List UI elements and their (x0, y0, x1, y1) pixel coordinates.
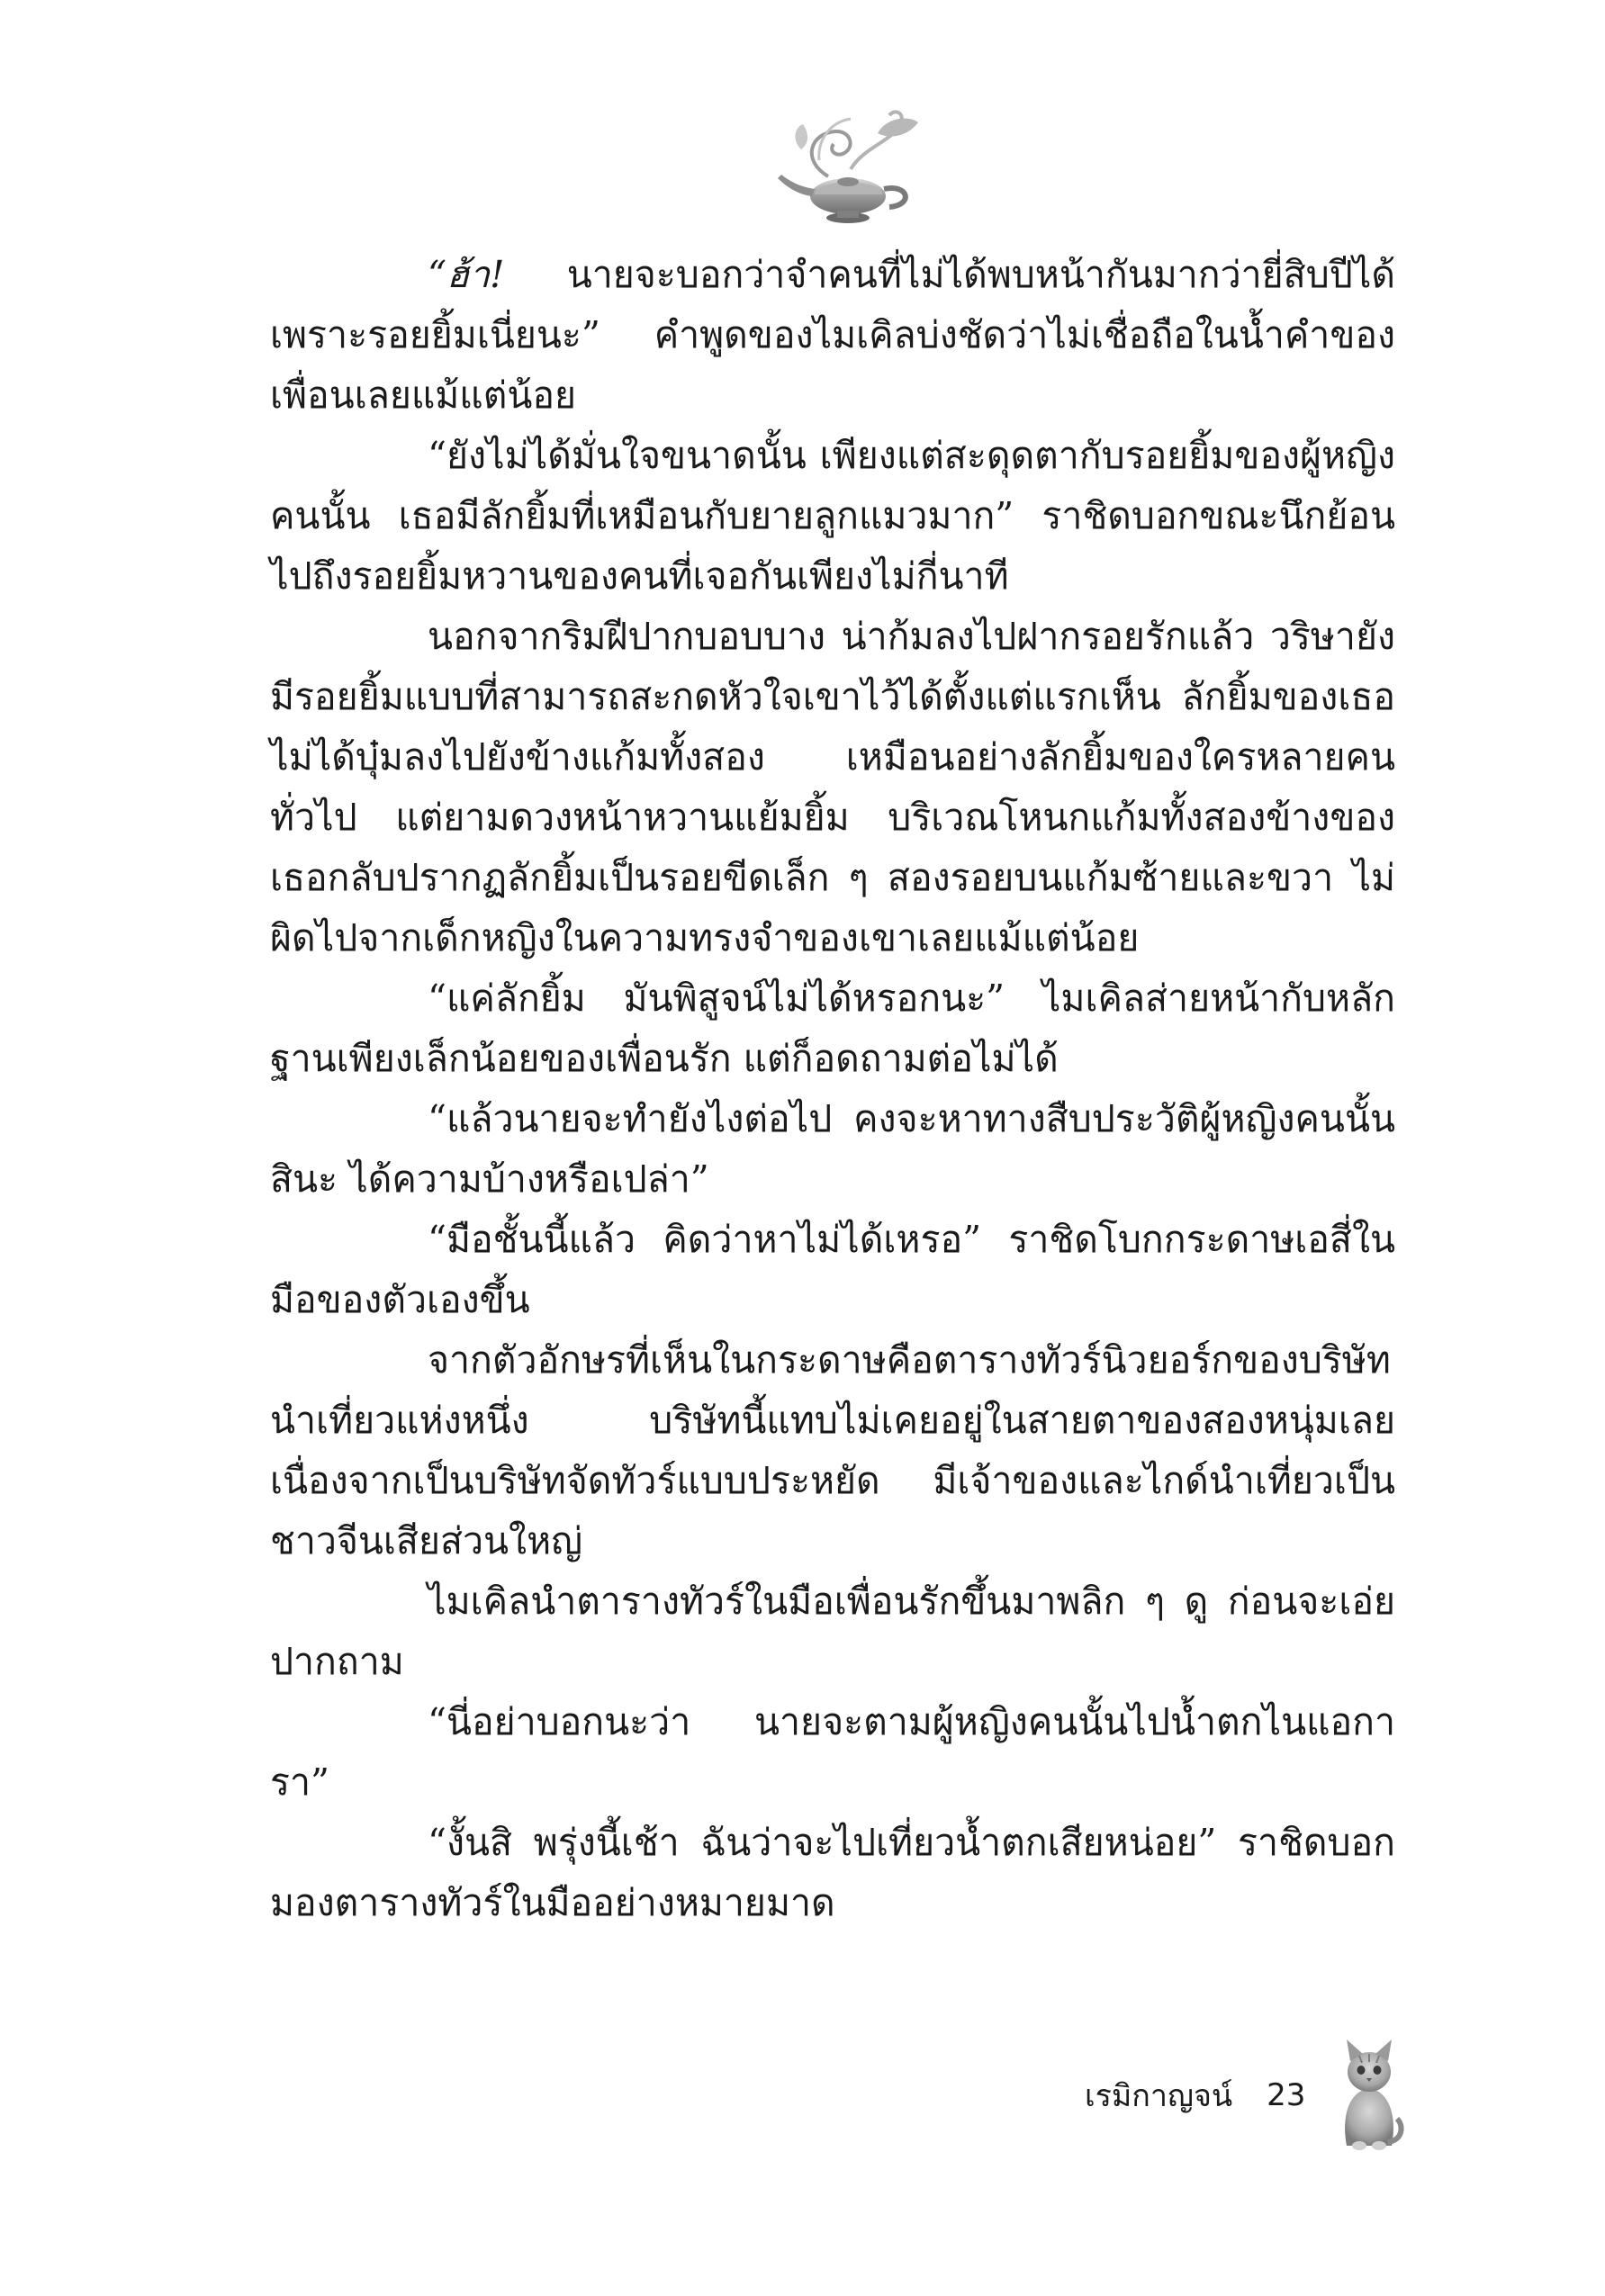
paragraph-text: จากตัวอักษรที่เห็นในกระดาษคือตารางทัวร์นิวยอร์กของบริษัทนำเที่ยวแห่งหนึ่ง บริษัทนี้แทบไม่เคยอยู่ในสายตาของสองหนุ่มเลยเนื่องจากเป็นบริษัทจัดทัวร์แบบประหยัด มีเจ้าของและไกด์นำเที่ยวเป็นชาวจีนเสียส่วนใหญ่ (270, 1338, 1395, 1562)
author-name: เรมิกาญจน์ (1085, 2078, 1233, 2114)
paragraph-text: “นี่อย่าบอกนะว่า นายจะตามผู้หญิงคนนั้นไปน้ำตกไนแอการา” (270, 1700, 1395, 1804)
paragraph (270, 426, 1395, 607)
paragraph (270, 1571, 1395, 1692)
paragraph (270, 1330, 1395, 1571)
kitten-icon (1332, 2036, 1406, 2151)
paragraph (270, 607, 1395, 968)
paragraph-text: นายจะบอกว่าจำคนที่ไม่ได้พบหน้ากันมากว่ายี่สิบปีได้เพราะรอยยิ้มเนี่ยนะ” คำพูดของไมเคิลบ่งชัดว่าไม่เชื่อถือในน้ำคำของเพื่อนเลยแม้แต่น้อย (270, 253, 1395, 417)
paragraph (270, 1210, 1395, 1330)
page-number: 23 (1267, 2077, 1306, 2113)
paragraph (270, 968, 1395, 1089)
paragraph (270, 1692, 1395, 1813)
teapot-steam-icon (765, 106, 936, 232)
paragraph (270, 1089, 1395, 1210)
paragraph-text: นอกจากริมฝีปากบอบบาง น่าก้มลงไปฝากรอยรักแล้ว วริษายังมีรอยยิ้มแบบที่สามารถสะกดหัวใจเขาไว้ได้ตั้งแต่แรกเห็น ลักยิ้มของเธอไม่ได้บุ๋มลงไปยังข้างแก้มทั้งสอง เหมือนอย่างลักยิ้มของใครหลายคนทั่วไป แต่ยามดวงหน้าหวานแย้มยิ้ม บริเวณโหนกแก้มทั้งสองข้างของเธอกลับปรากฏลักยิ้มเป็นรอยขีดเล็ก ๆ สองรอยบนแก้มซ้ายและขวา ไม่ผิดไปจากเด็กหญิงในความทรงจำของเขาเลยแม้แต่น้อย (270, 615, 1395, 959)
body-text (270, 245, 1395, 1933)
paragraph-text: ไมเคิลนำตารางทัวร์ในมือเพื่อนรักขึ้นมาพลิก ๆ ดู ก่อนจะเอ่ยปากถาม (270, 1580, 1395, 1683)
paragraph-text: “มือชั้นนี้แล้ว คิดว่าหาไม่ได้เหรอ” ราชิดโบกกระดาษเอสี่ในมือของตัวเองขึ้น (270, 1218, 1395, 1321)
page-footer (1085, 2068, 1305, 2122)
paragraph (270, 245, 1395, 426)
paragraph-text: “งั้นสิ พรุ่งนี้เช้า ฉันว่าจะไปเที่ยวน้ำตกเสียหน่อย” ราชิดบอกมองตารางทัวร์ในมืออย่างหมายมาด (270, 1821, 1395, 1924)
exclamation-italic: “ฮ้า! (428, 253, 505, 296)
paragraph-text: “แค่ลักยิ้ม มันพิสูจน์ไม่ได้หรอกนะ” ไมเคิลส่ายหน้ากับหลักฐานเพียงเล็กน้อยของเพื่อนรัก แต่ก็อดถามต่อไม่ได้ (270, 977, 1395, 1080)
paragraph-text: “ยังไม่ได้มั่นใจขนาดนั้น เพียงแต่สะดุดตากับรอยยิ้มของผู้หญิงคนนั้น เธอมีลักยิ้มที่เหมือนกับยายลูกแมวมาก” ราชิดบอกขณะนึกย้อนไปถึงรอยยิ้มหวานของคนที่เจอกันเพียงไม่กี่นาที (270, 434, 1395, 598)
paragraph-text: “แล้วนายจะทำยังไงต่อไป คงจะหาทางสืบประวัติผู้หญิงคนนั้นสินะ ได้ความบ้างหรือเปล่า” (270, 1097, 1395, 1201)
paragraph (270, 1813, 1395, 1933)
